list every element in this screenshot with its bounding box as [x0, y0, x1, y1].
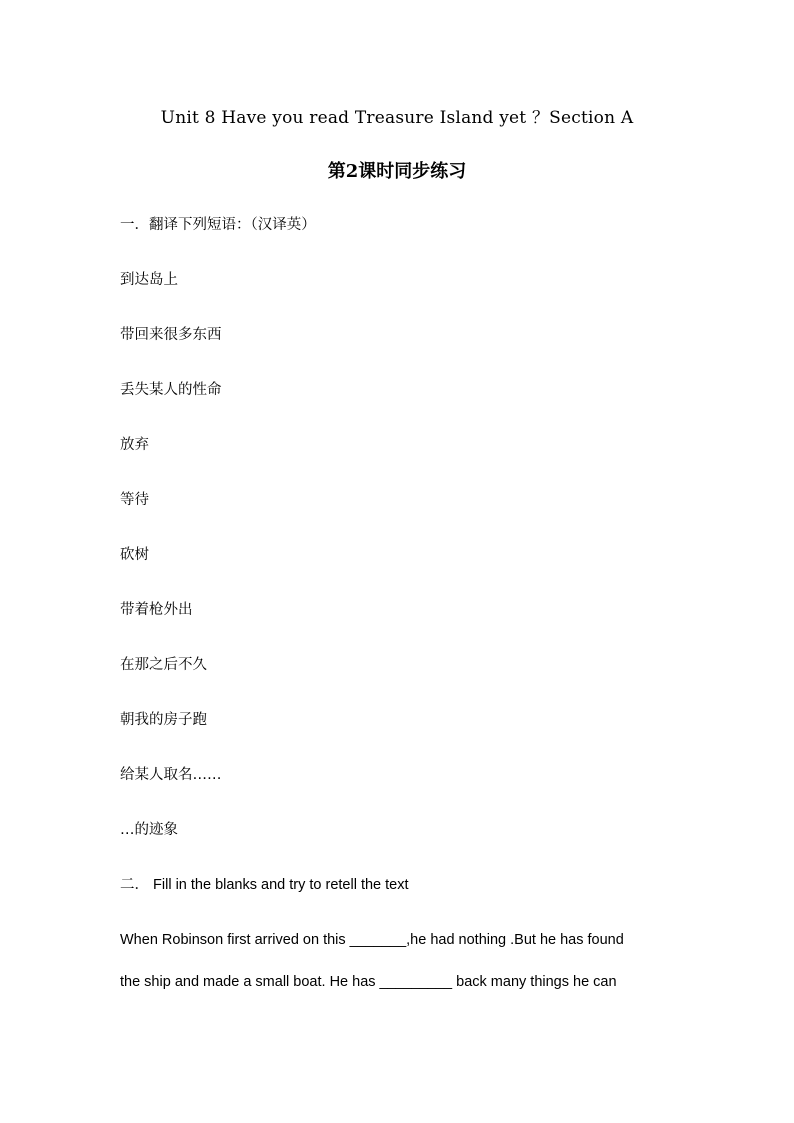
phrase-item: 在那之后不久 — [120, 657, 207, 673]
phrase-item: 给某人取名…… — [120, 767, 222, 783]
paragraph-line: the ship and made a small boat. He has _________ back many things he can — [120, 974, 617, 990]
phrase-item: 砍树 — [120, 547, 149, 563]
document-title: Unit 8 Have you read Treasure Island yet ？Section A — [160, 108, 634, 128]
phrase-item: 丢失某人的性命 — [120, 382, 222, 398]
document-subtitle: 第2课时同步练习 — [327, 161, 467, 182]
section1-heading: 一．翻译下列短语：（汉译英） — [120, 217, 316, 233]
phrase-item: 带着枪外出 — [120, 602, 193, 618]
section2-heading: 二． Fill in the blanks and try to retell the text — [120, 877, 409, 893]
phrase-item: 朝我的房子跑 — [120, 712, 207, 728]
phrase-item: …的迹象 — [120, 822, 178, 838]
phrase-item: 到达岛上 — [120, 272, 178, 288]
phrase-item: 带回来很多东西 — [120, 327, 222, 343]
paragraph-line: When Robinson first arrived on this _______,he had nothing .But he has found — [120, 932, 624, 948]
phrase-item: 放弃 — [120, 437, 149, 453]
phrase-item: 等待 — [120, 492, 149, 508]
